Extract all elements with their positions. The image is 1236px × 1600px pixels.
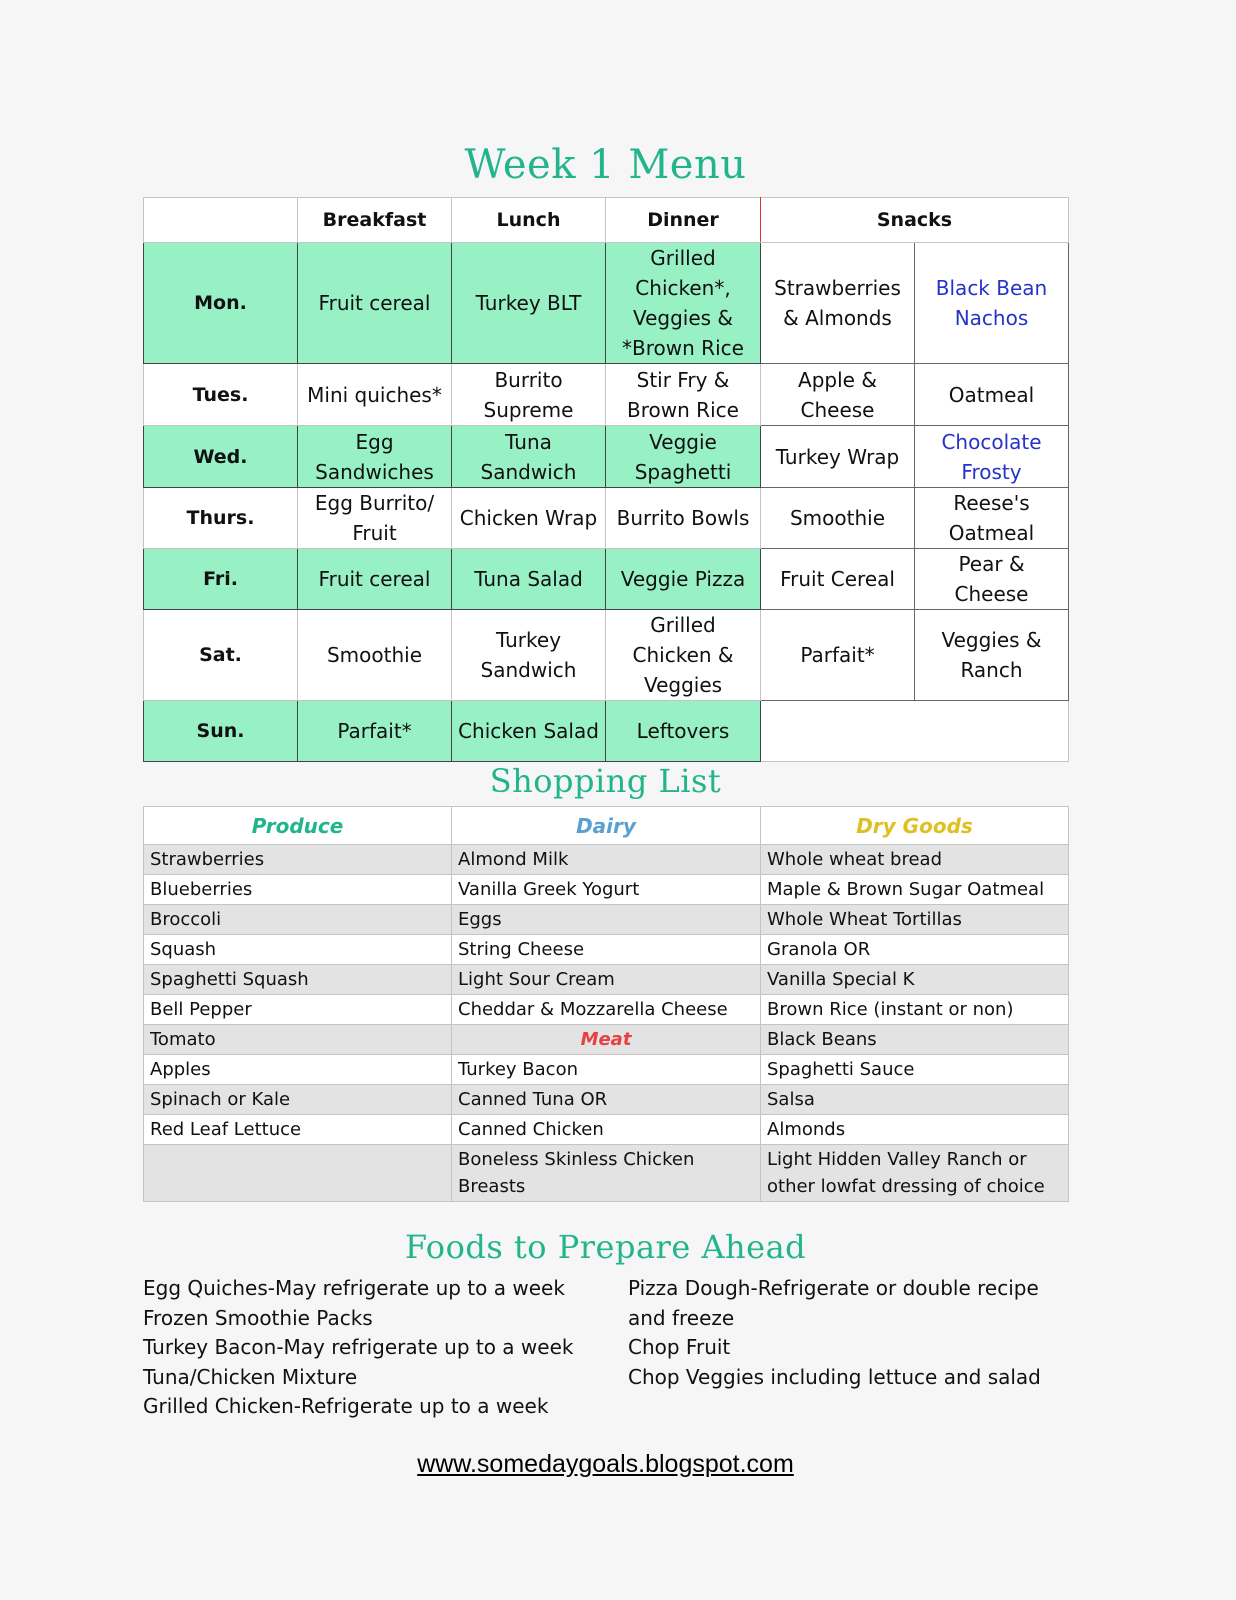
produce-item bbox=[144, 1145, 452, 1202]
menu-header-blank bbox=[144, 198, 298, 243]
produce-item: Spaghetti Squash bbox=[144, 965, 452, 995]
menu-cell-lunch: Chicken Salad bbox=[452, 701, 606, 762]
menu-cell-snack-2: Veggies & Ranch bbox=[915, 610, 1069, 701]
produce-item: Spinach or Kale bbox=[144, 1085, 452, 1115]
menu-cell-snack-1: Strawberries & Almonds bbox=[761, 243, 915, 364]
dry-goods-item: Salsa bbox=[761, 1085, 1069, 1115]
dry-goods-item: Almonds bbox=[761, 1115, 1069, 1145]
shopping-row bbox=[144, 935, 1069, 965]
menu-cell-snack-2: Chocolate Frosty bbox=[915, 426, 1069, 488]
menu-cell-breakfast: Egg Burrito/ Fruit bbox=[298, 488, 452, 549]
menu-cell-dinner: Leftovers bbox=[606, 701, 761, 762]
menu-title: Week 1 Menu bbox=[464, 142, 747, 188]
produce-item: Tomato bbox=[144, 1025, 452, 1055]
menu-cell-lunch: Chicken Wrap bbox=[452, 488, 606, 549]
menu-cell-dinner: Grilled Chicken & Veggies bbox=[606, 610, 761, 701]
day-label: Mon. bbox=[144, 243, 298, 364]
blog-link[interactable]: www.somedaygoals.blogspot.com bbox=[417, 1450, 794, 1478]
dry-goods-item: Black Beans bbox=[761, 1025, 1069, 1055]
category-dry-goods: Dry Goods bbox=[761, 807, 1069, 845]
menu-row bbox=[144, 364, 1069, 426]
produce-item: Red Leaf Lettuce bbox=[144, 1115, 452, 1145]
prepare-item: Grilled Chicken-Refrigerate up to a week bbox=[143, 1394, 549, 1418]
menu-cell-snack-1: Apple & Cheese bbox=[761, 364, 915, 426]
dairy-item: Almond Milk bbox=[452, 845, 761, 875]
produce-item: Apples bbox=[144, 1055, 452, 1085]
prepare-item: Frozen Smoothie Packs bbox=[143, 1305, 373, 1330]
shopping-row bbox=[144, 1085, 1069, 1115]
prepare-item: Chop Veggies including lettuce and salad bbox=[628, 1364, 1041, 1389]
dairy-item: Canned Chicken bbox=[452, 1115, 761, 1145]
dry-goods-item: Whole wheat bread bbox=[761, 845, 1069, 875]
dry-goods-item: Vanilla Special K bbox=[761, 965, 1069, 995]
prepare-list-left bbox=[143, 1274, 573, 1422]
dairy-item: String Cheese bbox=[452, 935, 761, 965]
dry-goods-item: Maple & Brown Sugar Oatmeal bbox=[761, 875, 1069, 905]
dairy-item: Cheddar & Mozzarella Cheese bbox=[452, 995, 761, 1025]
shopping-row bbox=[144, 1115, 1069, 1145]
shopping-row bbox=[144, 875, 1069, 905]
menu-header-breakfast: Breakfast bbox=[298, 198, 452, 243]
menu-cell-lunch: Turkey Sandwich bbox=[452, 610, 606, 701]
day-label: Sun. bbox=[144, 701, 298, 762]
prepare-item: Chop Fruit bbox=[628, 1335, 731, 1359]
shopping-row bbox=[144, 1055, 1069, 1085]
category-meat: Meat bbox=[452, 1025, 761, 1055]
prepare-item: Turkey Bacon-May refrigerate up to a week bbox=[143, 1335, 574, 1359]
menu-header-snacks: Snacks bbox=[761, 198, 1069, 243]
menu-cell-snack-2: Oatmeal bbox=[915, 364, 1069, 426]
day-label: Sat. bbox=[144, 610, 298, 701]
menu-header-row bbox=[144, 198, 1069, 243]
menu-row bbox=[144, 426, 1069, 488]
menu-header-dinner: Dinner bbox=[606, 198, 761, 243]
menu-row bbox=[144, 243, 1069, 364]
menu-cell-snack-2: Reese's Oatmeal bbox=[915, 488, 1069, 549]
menu-cell-snacks-empty bbox=[761, 701, 1069, 762]
shopping-row bbox=[144, 995, 1069, 1025]
prepare-title: Foods to Prepare Ahead bbox=[404, 1228, 807, 1266]
menu-cell-snack-1: Smoothie bbox=[761, 488, 915, 549]
menu-cell-lunch: Tuna Sandwich bbox=[452, 426, 606, 488]
dry-goods-item: Whole Wheat Tortillas bbox=[761, 905, 1069, 935]
menu-cell-breakfast: Parfait* bbox=[298, 701, 452, 762]
menu-cell-dinner: Burrito Bowls bbox=[606, 488, 761, 549]
produce-item: Strawberries bbox=[144, 845, 452, 875]
prepare-item: Egg Quiches-May refrigerate up to a week bbox=[143, 1276, 565, 1300]
dry-goods-item: Light Hidden Valley Ranch or other lowfat dressing of choice bbox=[761, 1145, 1069, 1202]
dry-goods-item: Spaghetti Sauce bbox=[761, 1055, 1069, 1085]
produce-item: Bell Pepper bbox=[144, 995, 452, 1025]
shopping-title: Shopping List bbox=[489, 762, 722, 800]
menu-row bbox=[144, 549, 1069, 610]
menu-row bbox=[144, 610, 1069, 701]
menu-cell-breakfast: Fruit cereal bbox=[298, 549, 452, 610]
dry-goods-item: Brown Rice (instant or non) bbox=[761, 995, 1069, 1025]
shopping-row bbox=[144, 1145, 1069, 1202]
day-label: Tues. bbox=[144, 364, 298, 426]
dry-goods-item: Granola OR bbox=[761, 935, 1069, 965]
shopping-header-row bbox=[144, 807, 1069, 845]
dairy-item: Eggs bbox=[452, 905, 761, 935]
menu-cell-snack-1: Parfait* bbox=[761, 610, 915, 701]
shopping-list-table bbox=[143, 806, 1069, 1202]
weekly-menu-table bbox=[143, 197, 1069, 762]
menu-cell-breakfast: Smoothie bbox=[298, 610, 452, 701]
menu-cell-dinner: Grilled Chicken*, Veggies & *Brown Rice bbox=[606, 243, 761, 364]
shopping-row bbox=[144, 1025, 1069, 1055]
dairy-item: Vanilla Greek Yogurt bbox=[452, 875, 761, 905]
prepare-item: and freeze bbox=[628, 1305, 735, 1330]
dairy-item: Turkey Bacon bbox=[452, 1055, 761, 1085]
prepare-item: Pizza Dough-Refrigerate or double recipe bbox=[628, 1276, 1039, 1300]
day-label: Wed. bbox=[144, 426, 298, 488]
menu-header-lunch: Lunch bbox=[452, 198, 606, 243]
prepare-item: Tuna/Chicken Mixture bbox=[143, 1364, 358, 1389]
menu-cell-dinner: Veggie Pizza bbox=[606, 549, 761, 610]
menu-row bbox=[144, 488, 1069, 549]
day-label: Thurs. bbox=[144, 488, 298, 549]
dairy-item: Boneless Skinless Chicken Breasts bbox=[452, 1145, 761, 1202]
menu-cell-dinner: Veggie Spaghetti bbox=[606, 426, 761, 488]
day-label: Fri. bbox=[144, 549, 298, 610]
menu-cell-snack-2: Black Bean Nachos bbox=[915, 243, 1069, 364]
menu-cell-lunch: Turkey BLT bbox=[452, 243, 606, 364]
menu-cell-breakfast: Mini quiches* bbox=[298, 364, 452, 426]
menu-cell-lunch: Tuna Salad bbox=[452, 549, 606, 610]
category-dairy: Dairy bbox=[452, 807, 761, 845]
produce-item: Squash bbox=[144, 935, 452, 965]
menu-cell-snack-1: Fruit Cereal bbox=[761, 549, 915, 610]
produce-item: Blueberries bbox=[144, 875, 452, 905]
shopping-row bbox=[144, 965, 1069, 995]
menu-row bbox=[144, 701, 1069, 762]
dairy-item: Light Sour Cream bbox=[452, 965, 761, 995]
shopping-row bbox=[144, 905, 1069, 935]
menu-cell-snack-1: Turkey Wrap bbox=[761, 426, 915, 488]
produce-item: Broccoli bbox=[144, 905, 452, 935]
dairy-item: Canned Tuna OR bbox=[452, 1085, 761, 1115]
menu-cell-lunch: Burrito Supreme bbox=[452, 364, 606, 426]
category-produce: Produce bbox=[144, 807, 452, 845]
menu-cell-snack-2: Pear & Cheese bbox=[915, 549, 1069, 610]
menu-cell-breakfast: Fruit cereal bbox=[298, 243, 452, 364]
menu-cell-dinner: Stir Fry & Brown Rice bbox=[606, 364, 761, 426]
menu-cell-breakfast: Egg Sandwiches bbox=[298, 426, 452, 488]
shopping-row bbox=[144, 845, 1069, 875]
prepare-list-right bbox=[628, 1274, 1041, 1392]
